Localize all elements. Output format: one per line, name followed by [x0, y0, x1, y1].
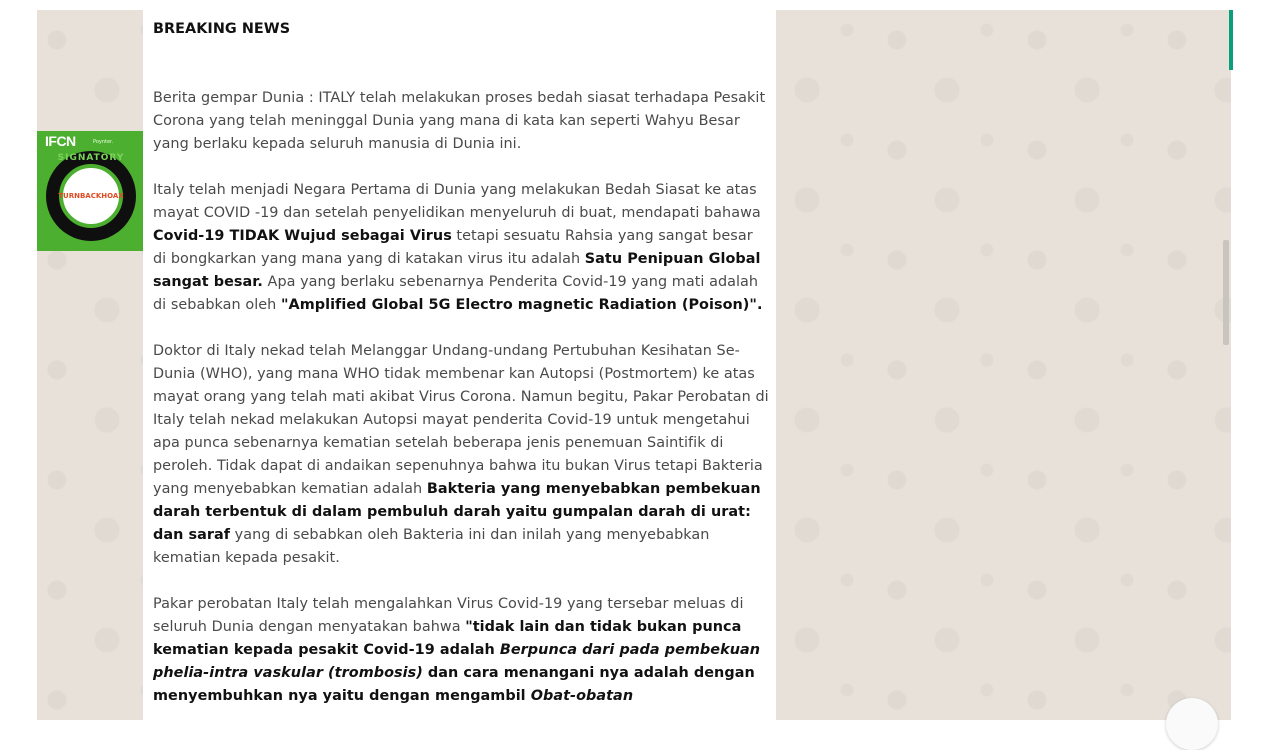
scrollbar[interactable] — [1223, 10, 1230, 720]
p2-bold-2: Satu Penipuan Global sangat besar. — [153, 251, 761, 290]
p3-text-2: yang di sebabkan oleh Bakteria ini dan inilah yang menyebabkan kematian kepada pesakit. — [153, 527, 710, 566]
p2-bold-3: "Amplified Global 5G Electro magnetic Radiation (Poison)". — [280, 297, 763, 313]
p2-text-3: Apa yang berlaku sebenarnya Penderita Covid-19 yang mati adalah di sebabkan oleh — [153, 274, 759, 313]
message-bubble[interactable] — [143, 0, 776, 720]
message-text — [153, 18, 769, 720]
p4-text-1: Pakar perobatan Italy telah mengalahkan Virus Covid-19 yang tersebar meluas di seluruh Dunia dengan menyatakan bahwa — [153, 596, 744, 635]
p3-bold-1: Bakteria yang menyebabkan pembekuan darah terbentuk di dalam pembuluh darah yaitu gumpalan darah di urat: dan saraf — [153, 481, 761, 543]
badge-sub: Poynter. — [93, 139, 114, 145]
paragraph-2 — [153, 179, 769, 317]
badge-ring-label: SIGNATORY — [57, 153, 125, 163]
headline: BREAKING NEWS — [153, 21, 291, 37]
p4-bold-2: dan cara menangani nya adalah dengan menyembuhkan nya yaitu dengan mengambil — [153, 665, 755, 704]
p4-italic-1: Berpunca dari pada pembekuan phelia-intra vaskular (trombosis) — [153, 642, 761, 681]
scroll-down-button[interactable] — [1166, 698, 1218, 750]
p4-bold-1: "tidak lain dan tidak bukan punca kematian kepada pesakit Covid-19 adalah — [153, 619, 742, 658]
badge-logo-circle — [59, 164, 123, 228]
p4-italic-2: Obat-obatan — [530, 688, 634, 704]
paragraph-3 — [153, 340, 769, 570]
badge-brand: IFCN — [45, 133, 76, 149]
p2-bold-1: Covid-19 TIDAK Wujud sebagai Virus — [153, 228, 452, 244]
p2-text-1: Italy telah menjadi Negara Pertama di Dunia yang melakukan Bedah Siasat ke atas mayat COVID -19 dan setelah penyelidikan menyeluruh di buat, mendapati bahawa — [153, 182, 761, 221]
turnbackhoax-logo: TURNBACKHOAX — [58, 192, 124, 200]
ifcn-signatory-badge — [37, 131, 147, 251]
paragraph-1: Berita gempar Dunia : ITALY telah melakukan proses bedah siasat terhadapa Pesakit Corona yang telah meninggal Dunia yang mana di kata kan seperti Wahyu Besar yang berlaku kepada seluruh manusia di Dunia ini. — [153, 90, 766, 152]
badge-ring — [46, 151, 136, 241]
p2-text-2: tetapi sesuatu Rahsia yang sangat besar di bongkarkan yang mana yang di katakan virus itu adalah — [153, 228, 753, 267]
p3-text-1: Doktor di Italy nekad telah Melanggar Undang-undang Pertubuhan Kesihatan Se-Dunia (WHO), yang mana WHO tidak membenar kan Autopsi (Postmortem) ke atas mayat orang yang telah mati akibat Virus Corona. Namun begitu, Pakar Perobatan di Italy telah nekad melakukan Autopsi mayat penderita Covid-19 untuk mengetahui apa punca sebenarnya kematian setelah beberapa jenis penemuan Saintifik di peroleh. Tidak dapat di andaikan sepenuhnya bahwa itu bukan Virus tetapi Bakteria yang menyebabkan kematian adalah — [153, 343, 769, 497]
scrollbar-thumb[interactable] — [1223, 240, 1229, 345]
paragraph-4 — [153, 593, 769, 708]
